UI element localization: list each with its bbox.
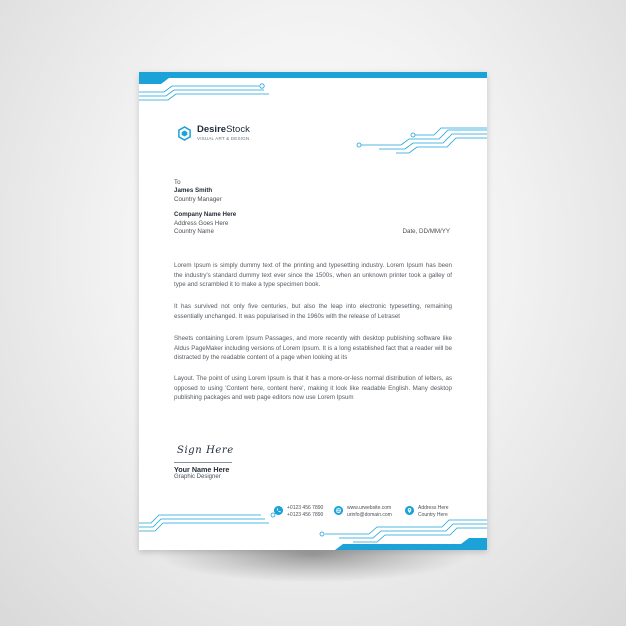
brand-logo bbox=[177, 125, 250, 141]
company-name: Company Name Here bbox=[174, 211, 237, 218]
website-text: www.urwebsite.com bbox=[347, 505, 392, 511]
company-country: Country Name bbox=[174, 228, 214, 235]
contact-web bbox=[334, 505, 392, 518]
address-line-2: Country Here bbox=[418, 511, 448, 518]
body-paragraph-4: Layout. The point of using Lorem Ipsum is that it has a more-or-less normal distribution of letters, as opposed to using 'Content here, content here', making it look like readable English. Many desktop publishing packages and web page editors now use Lorem Ipsum bbox=[174, 375, 452, 402]
brand-name-bold: Desire bbox=[197, 124, 227, 135]
hexagon-logo-icon bbox=[177, 126, 192, 141]
body-paragraph-2: It has survived not only five centuries, but also the leap into electronic typesetting, remaining essentially unchanged. It was popularised in the 1960s with the release of Letraset bbox=[174, 303, 452, 320]
recipient-to: To bbox=[174, 179, 181, 186]
letterhead-page bbox=[139, 72, 487, 550]
signature-line bbox=[174, 462, 232, 463]
signature-script: Sign Here bbox=[177, 445, 234, 456]
brand-name bbox=[197, 125, 250, 135]
body-paragraph-3: Sheets containing Lorem Ipsum Passages, and more recently with desktop publishing software like Aldus PageMaker including versions of Lorem Ipsum. It is a long established fact that a reader will be distracted by the readable content of a page when looking at its bbox=[174, 335, 452, 362]
address-line-1: Address Here bbox=[418, 505, 449, 511]
brand-tagline: VISUAL ART & DESIGN bbox=[197, 136, 250, 141]
bottom-right-circuit-lines bbox=[325, 520, 487, 542]
signer-title: Graphic Designer bbox=[174, 474, 221, 480]
globe-icon bbox=[334, 506, 343, 515]
location-icon bbox=[405, 506, 414, 515]
recipient-name: James Smith bbox=[174, 187, 213, 194]
contact-phone bbox=[274, 505, 323, 518]
bottom-left-circuit-lines bbox=[139, 515, 269, 531]
phone-line-1: +0123 456 7890 bbox=[287, 505, 324, 511]
right-circuit-lines bbox=[361, 128, 487, 153]
page-shadow bbox=[160, 548, 466, 582]
signer-name: Your Name Here bbox=[174, 465, 230, 474]
bottom-accent-band bbox=[335, 538, 487, 550]
brand-name-regular: Stock bbox=[226, 124, 250, 135]
letter-date: Date, DD/MM/YY bbox=[402, 228, 450, 235]
email-text: urinfo@domain.com bbox=[347, 511, 392, 518]
phone-line-2: +0123 456 7890 bbox=[287, 511, 324, 518]
recipient-title: Country Manager bbox=[174, 196, 222, 203]
top-accent-band bbox=[139, 72, 487, 84]
top-circuit-lines bbox=[139, 86, 269, 100]
body-paragraph-1: Lorem Ipsum is simply dummy text of the printing and typesetting industry. Lorem Ipsum has been the industry's standard dummy text ever since the 1500s, when an unknown printer took a galley of type and scrambled it to make a type specimen book. bbox=[174, 262, 452, 289]
contact-address bbox=[405, 505, 449, 518]
company-address: Address Goes Here bbox=[174, 220, 229, 227]
phone-icon bbox=[274, 506, 283, 515]
